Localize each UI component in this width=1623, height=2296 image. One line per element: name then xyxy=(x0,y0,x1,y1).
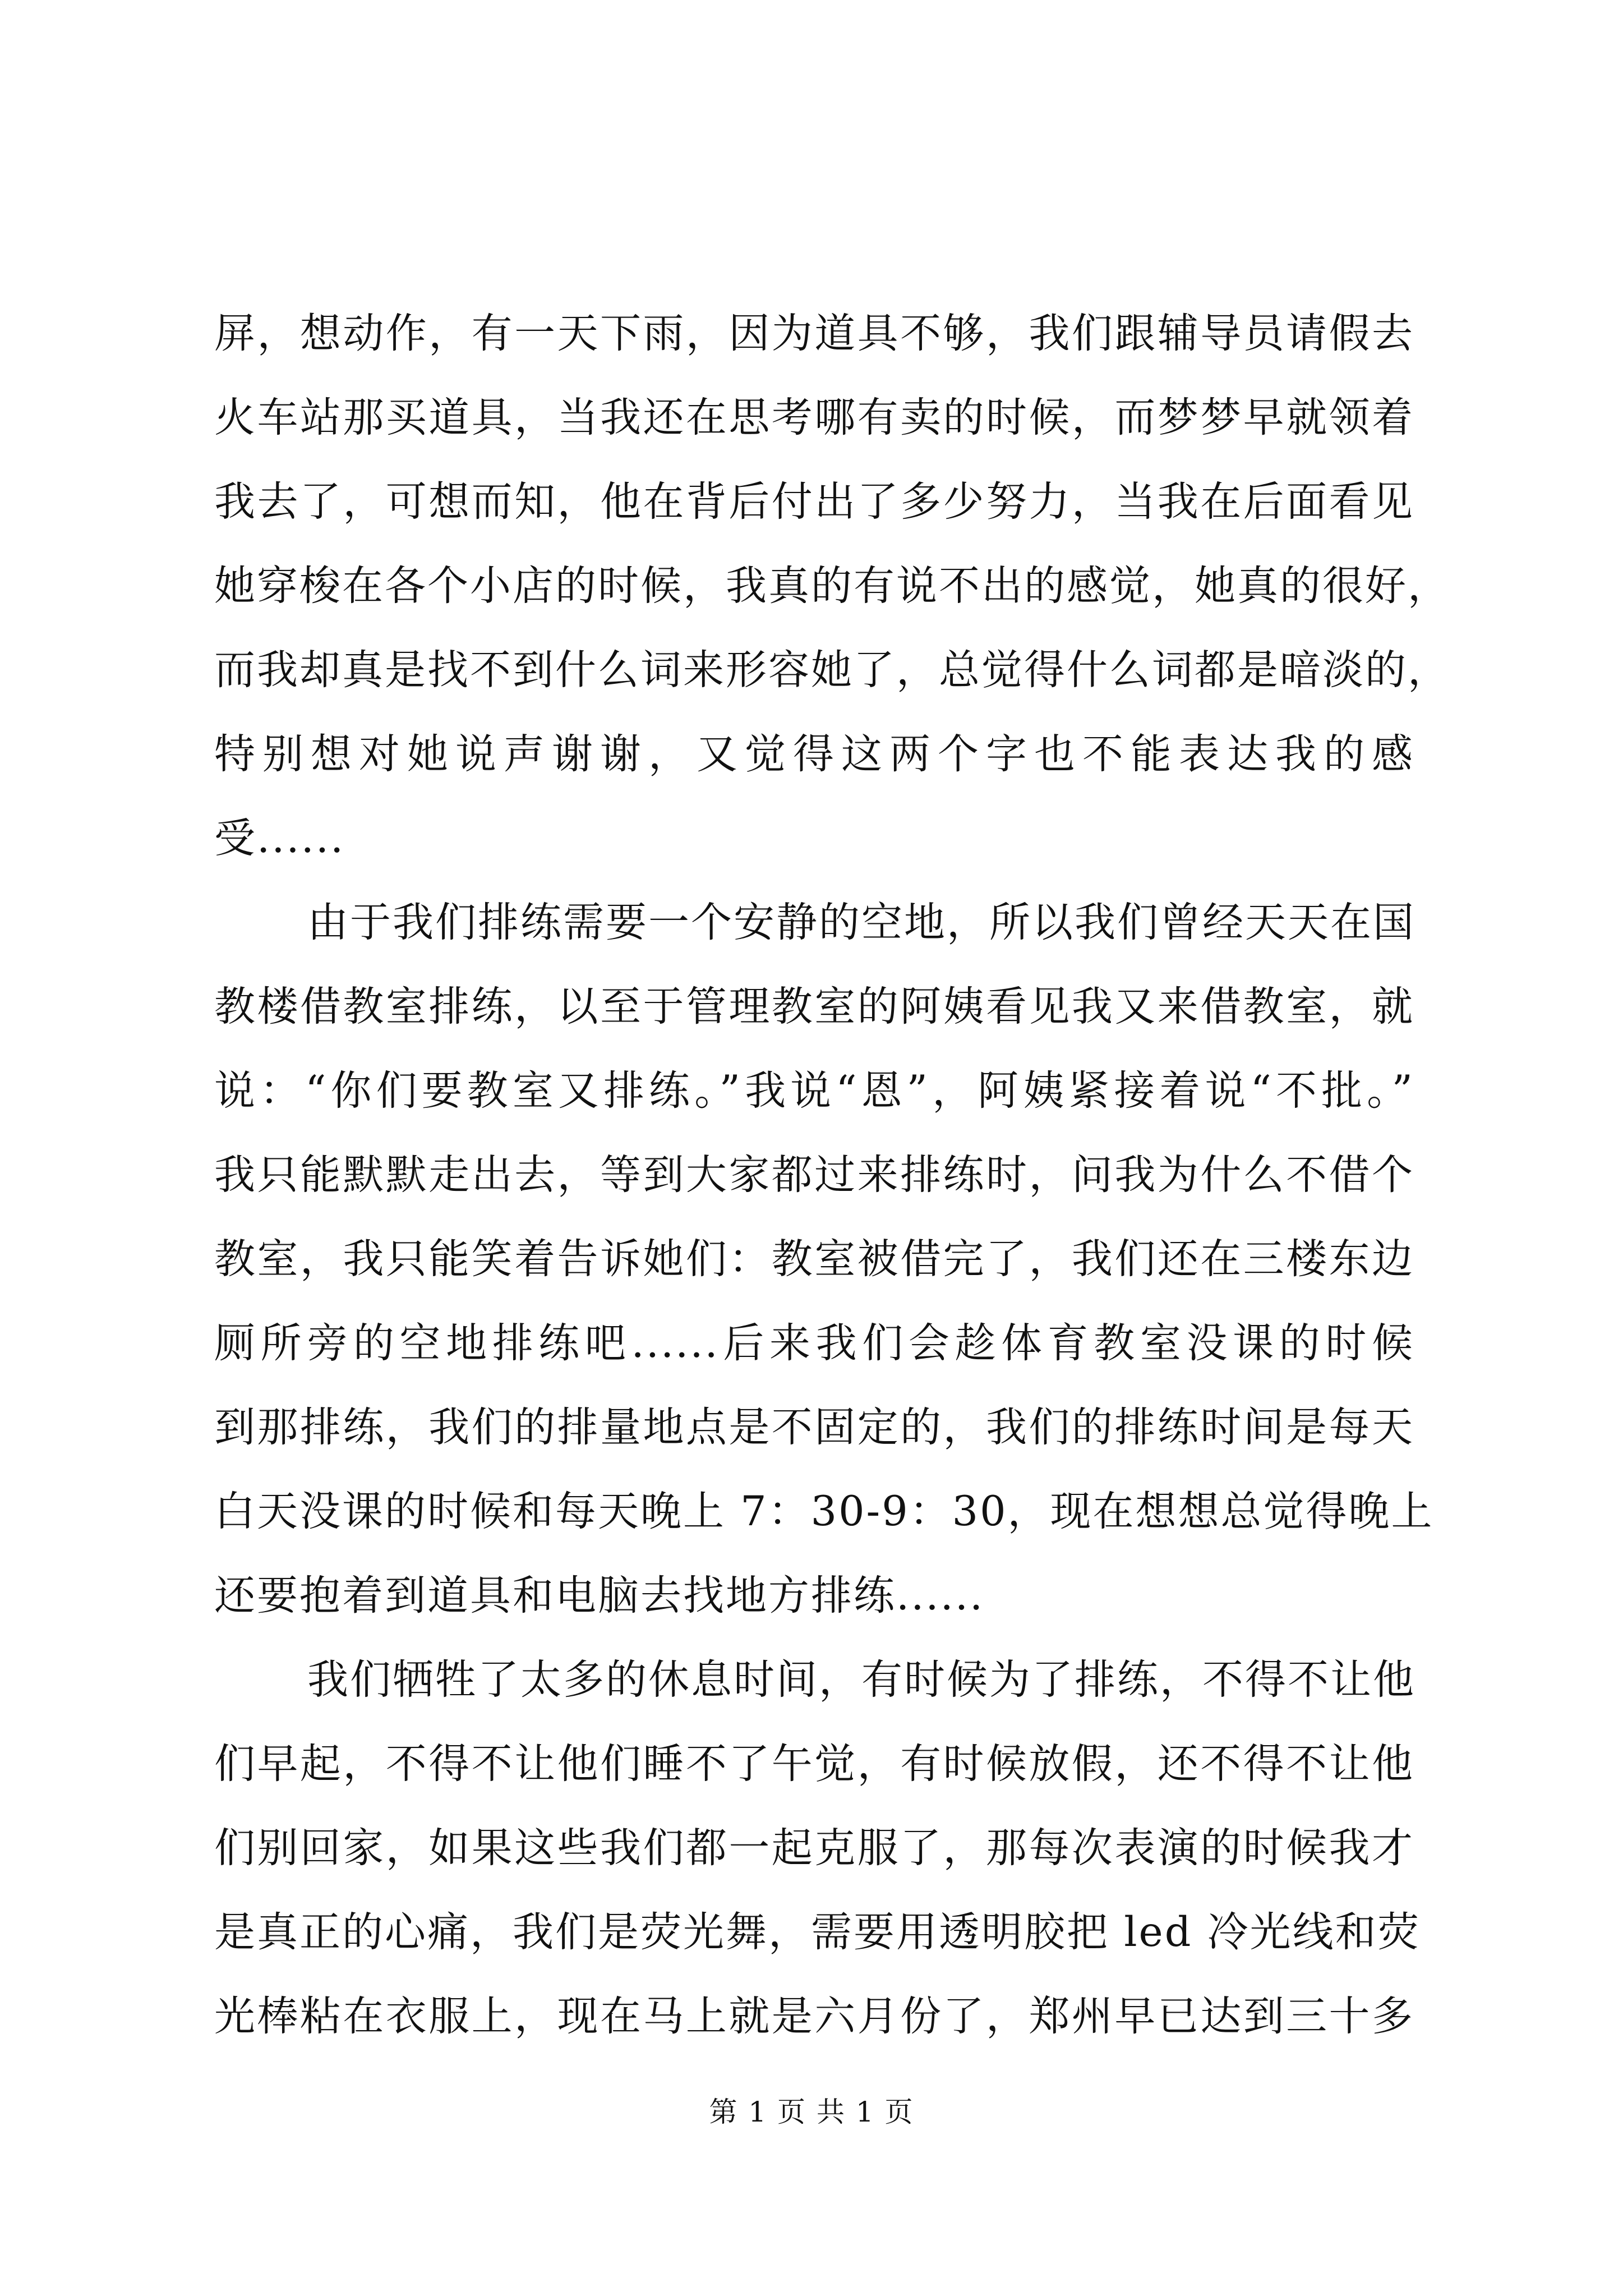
page-footer xyxy=(0,2095,1623,2129)
text-line: 说：“你们要教室又排练。”我说“恩”，阿姨紧接着说“不批。” xyxy=(214,1067,1414,1115)
text-line: 白天没课的时候和每天晚上 7：30-9：30，现在想想总觉得晚上 xyxy=(214,1488,1434,1535)
paragraph-first-line: 由于我们排练需要一个安静的空地，所以我们曾经天天在国 xyxy=(307,899,1415,946)
text-line: 火车站那买道具，当我还在思考哪有卖的时候，而梦梦早就领着 xyxy=(214,394,1414,441)
text-line: 们早起，不得不让他们睡不了午觉，有时候放假，还不得不让他 xyxy=(214,1740,1414,1788)
text-line: 而我却真是找不到什么词来形容她了，总觉得什么词都是暗淡的， xyxy=(214,646,1450,694)
text-line: 还要抱着到道具和电脑去找地方排练...... xyxy=(214,1572,985,1619)
text-line: 厕所旁的空地排练吧......后来我们会趁体育教室没课的时候 xyxy=(214,1319,1414,1367)
text-line: 特别想对她说声谢谢，又觉得这两个字也不能表达我的感 xyxy=(214,730,1414,778)
text-line: 到那排练，我们的排量地点是不固定的，我们的排练时间是每天 xyxy=(214,1404,1414,1451)
text-line: 是真正的心痛，我们是荧光舞，需要用透明胶把 led 冷光线和荧 xyxy=(214,1908,1421,1956)
text-line: 教室，我只能笑着告诉她们：教室被借完了，我们还在三楼东边 xyxy=(214,1235,1414,1283)
page-number: 第 1 页 共 1 页 xyxy=(709,2096,914,2128)
text-line: 教楼借教室排练，以至于管理教室的阿姨看见我又来借教室，就 xyxy=(214,983,1414,1030)
document-body xyxy=(214,292,1450,2059)
text-line: 屏，想动作，有一天下雨，因为道具不够，我们跟辅导员请假去 xyxy=(214,310,1414,357)
text-line: 我只能默默走出去，等到大家都过来排练时，问我为什么不借个 xyxy=(214,1151,1414,1199)
text-line: 受...... xyxy=(214,815,345,862)
text-line: 我去了，可想而知，他在背后付出了多少努力，当我在后面看见 xyxy=(214,478,1414,526)
text-line: 光棒粘在衣服上，现在马上就是六月份了，郑州早已达到三十多 xyxy=(214,1993,1414,2040)
paragraph-first-line: 我们牺牲了太多的休息时间，有时候为了排练，不得不让他 xyxy=(307,1656,1415,1704)
text-line: 她穿梭在各个小店的时候，我真的有说不出的感觉，她真的很好， xyxy=(214,562,1450,610)
text-line: 们别回家，如果这些我们都一起克服了，那每次表演的时候我才 xyxy=(214,1824,1414,1872)
